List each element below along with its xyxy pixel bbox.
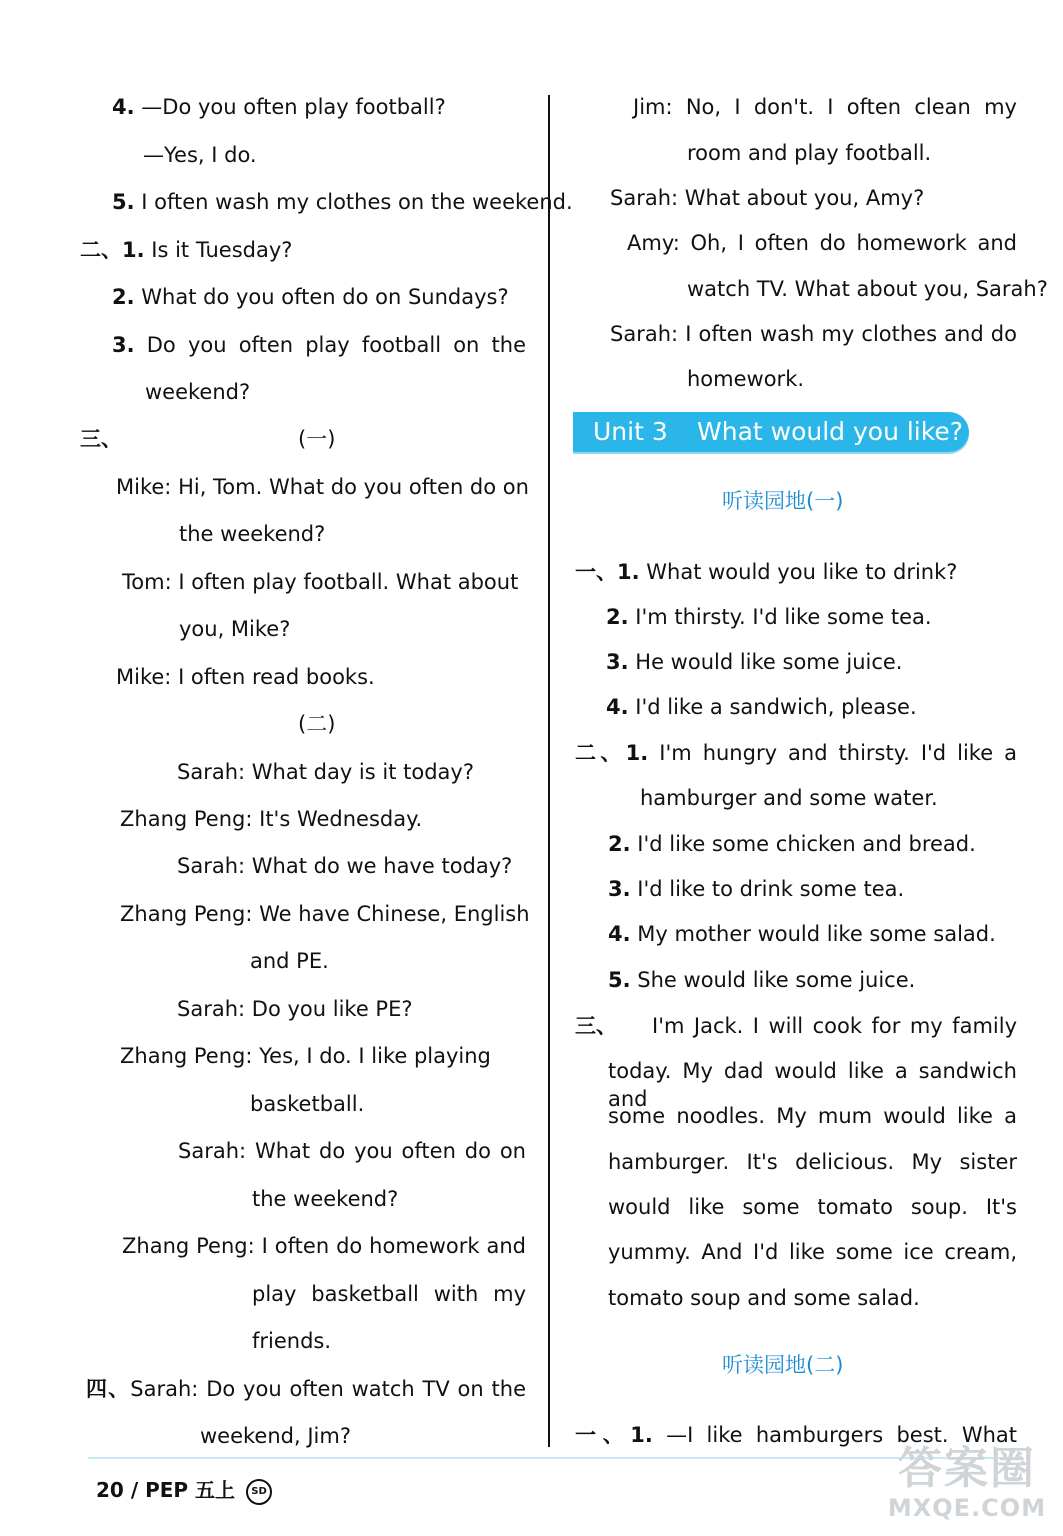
dialogue-line: Sarah: What do you often do on: [178, 1139, 526, 1163]
part-2-item-5: 5. She would like some juice.: [608, 968, 916, 992]
dialogue-line-cont: play basketball with my: [252, 1282, 526, 1306]
dialogue-line-cont: room and play football.: [687, 141, 932, 165]
part-1-item-3: 3. He would like some juice.: [606, 650, 903, 674]
part-1-item-1: 一、1. What would you like to drink?: [575, 560, 958, 584]
passage-line: yummy. And I'd like some ice cream,: [608, 1240, 1017, 1264]
dialogue-line: Zhang Peng: I often do homework and: [122, 1234, 526, 1258]
item-5: 5. I often wash my clothes on the weekend.: [112, 190, 573, 214]
dialogue-2-label: (二): [298, 712, 336, 736]
section-4-line: 四、Sarah: Do you often watch TV on the: [86, 1377, 526, 1401]
page-footer: [96, 1474, 272, 1505]
dialogue-line-cont: you, Mike?: [179, 617, 291, 641]
passage-line: I'm Jack. I will cook for my family: [652, 1014, 1017, 1038]
dialogue-line-cont: watch TV. What about you, Sarah?: [687, 277, 1048, 301]
dialogue-line-cont: basketball.: [250, 1092, 365, 1116]
dialogue-1-label: (一): [298, 427, 336, 451]
watermark-url: MXQE.COM: [887, 1494, 1047, 1522]
dialogue-line: Mike: I often read books.: [116, 665, 375, 689]
section-2-item-3-cont: weekend?: [145, 380, 251, 404]
passage-line: some noodles. My mum would like a: [608, 1104, 1017, 1128]
section-heading-1: 听读园地(一): [722, 489, 844, 513]
section-2-item-1: 二、1. Is it Tuesday?: [80, 238, 293, 262]
dialogue-line: Sarah: What do we have today?: [177, 854, 513, 878]
footer-separator: /: [130, 1478, 139, 1502]
dialogue-line-cont: homework.: [687, 367, 805, 391]
part-2-item-4: 4. My mother would like some salad.: [608, 922, 996, 946]
unit-title: What would you like?: [697, 417, 963, 446]
section-2-item-3: 3. Do you often play football on the: [112, 333, 526, 357]
part-3-section-mark: 三、: [575, 1014, 617, 1038]
unit-banner: [573, 412, 969, 452]
dialogue-line-cont: friends.: [252, 1329, 332, 1353]
dialogue-line: Jim: No, I don't. I often clean my: [633, 95, 1017, 119]
section-3-header: 三、: [80, 427, 122, 451]
passage-line: tomato soup and some salad.: [608, 1286, 920, 1310]
dialogue-line: Mike: Hi, Tom. What do you often do on: [116, 475, 529, 499]
section-2-item-2: 2. What do you often do on Sundays?: [112, 285, 509, 309]
dialogue-line: Zhang Peng: We have Chinese, English: [120, 902, 530, 926]
dialogue-line-cont: and PE.: [250, 949, 329, 973]
column-divider: [548, 95, 550, 1447]
dialogue-line-cont: the weekend?: [179, 522, 326, 546]
item-4: 4. —Do you often play football?: [112, 95, 446, 119]
page-number: 20: [96, 1478, 124, 1502]
dialogue-line: Sarah: What about you, Amy?: [610, 186, 925, 210]
part-2-item-1-cont: hamburger and some water.: [640, 786, 938, 810]
dialogue-line: Tom: I often play football. What about: [122, 570, 519, 594]
dialogue-line: Sarah: I often wash my clothes and do: [610, 322, 1017, 346]
part-1-item-1: 一、1. —I like hamburgers best. What: [575, 1423, 1017, 1447]
section-heading-2: 听读园地(二): [722, 1353, 844, 1377]
dialogue-line: Amy: Oh, I often do homework and: [627, 231, 1017, 255]
dialogue-line: Sarah: What day is it today?: [177, 760, 474, 784]
watermark-logo: [877, 1444, 1057, 1532]
passage-line: hamburger. It's delicious. My sister: [608, 1150, 1017, 1174]
part-2-item-3: 3. I'd like to drink some tea.: [608, 877, 905, 901]
section-4-line-cont: weekend, Jim?: [200, 1424, 351, 1448]
part-2-item-1: 二、1. I'm hungry and thirsty. I'd like a: [575, 741, 1017, 765]
dialogue-line: Zhang Peng: It's Wednesday.: [120, 807, 423, 831]
part-1-item-2: 2. I'm thirsty. I'd like some tea.: [606, 605, 932, 629]
passage-line: today. My dad would like a sandwich and: [608, 1059, 1017, 1111]
part-1-item-4: 4. I'd like a sandwich, please.: [606, 695, 917, 719]
unit-number: Unit 3: [593, 417, 668, 446]
publisher-badge-icon: SD: [246, 1479, 272, 1505]
part-2-item-2: 2. I'd like some chicken and bread.: [608, 832, 976, 856]
item-4-answer: —Yes, I do.: [143, 143, 257, 167]
dialogue-line-cont: the weekend?: [252, 1187, 399, 1211]
watermark-text: 答案圈: [898, 1443, 1036, 1494]
grade-label: 五上: [195, 1478, 236, 1502]
passage-line: would like some tomato soup. It's: [608, 1195, 1017, 1219]
dialogue-line: Zhang Peng: Yes, I do. I like playing: [120, 1044, 491, 1068]
book-code: PEP: [145, 1478, 189, 1502]
dialogue-line: Sarah: Do you like PE?: [177, 997, 413, 1021]
